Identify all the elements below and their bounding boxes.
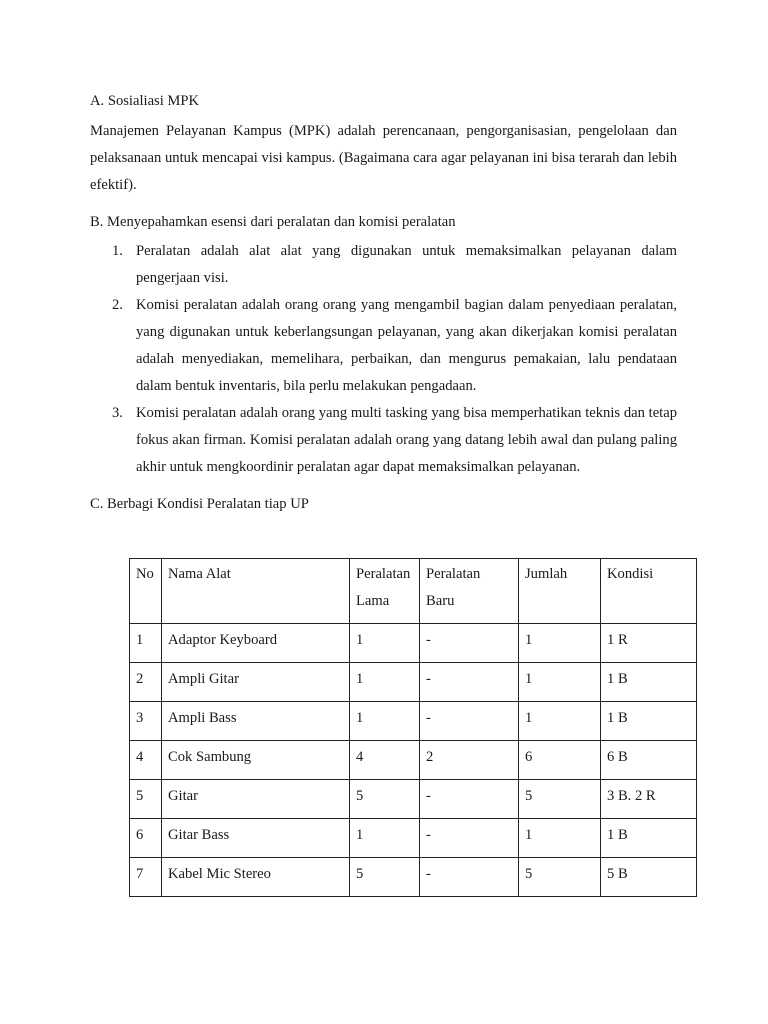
header-peralatan-lama: Peralatan Lama bbox=[350, 559, 420, 624]
header-jumlah: Jumlah bbox=[519, 559, 601, 624]
cell-peralatan-baru: - bbox=[420, 780, 519, 819]
cell-no: 1 bbox=[130, 624, 162, 663]
table-row bbox=[130, 741, 697, 780]
list-item-number: 2. bbox=[112, 297, 123, 313]
cell-peralatan-lama: 1 bbox=[350, 702, 420, 741]
list-item bbox=[90, 292, 677, 400]
cell-nama-alat: Cok Sambung bbox=[162, 741, 350, 780]
list-item bbox=[90, 238, 677, 292]
cell-kondisi: 5 B bbox=[601, 858, 697, 897]
list-item-text: Komisi peralatan adalah orang yang multi tasking yang bisa memperhatikan teknis dan tetap fokus akan firman. Komisi peralatan adalah orang yang datang lebih awal dan pulang paling akhir untuk mengkoordinir peralatan agar dapat memaksimalkan pelayanan. bbox=[136, 405, 677, 475]
cell-nama-alat: Ampli Bass bbox=[162, 702, 350, 741]
cell-kondisi: 3 B. 2 R bbox=[601, 780, 697, 819]
cell-nama-alat: Kabel Mic Stereo bbox=[162, 858, 350, 897]
table-body bbox=[130, 624, 697, 897]
header-peralatan-baru: Peralatan Baru bbox=[420, 559, 519, 624]
cell-peralatan-baru: - bbox=[420, 819, 519, 858]
document-body bbox=[90, 88, 677, 518]
cell-peralatan-lama: 1 bbox=[350, 624, 420, 663]
cell-kondisi: 1 B bbox=[601, 702, 697, 741]
cell-no: 5 bbox=[130, 780, 162, 819]
section-a-paragraph: Manajemen Pelayanan Kampus (MPK) adalah perencanaan, pengorganisasian, pengelolaan dan pelaksanaan untuk mencapai visi kampus. (Bagaimana cara agar pelayanan ini bisa terarah dan lebih efektif). bbox=[90, 123, 677, 193]
cell-nama-alat: Gitar Bass bbox=[162, 819, 350, 858]
cell-peralatan-baru: - bbox=[420, 624, 519, 663]
table-row bbox=[130, 858, 697, 897]
section-c-heading: C. Berbagi Kondisi Peralatan tiap UP bbox=[90, 496, 309, 512]
equipment-table bbox=[129, 558, 697, 897]
cell-nama-alat: Adaptor Keyboard bbox=[162, 624, 350, 663]
cell-kondisi: 1 B bbox=[601, 663, 697, 702]
cell-no: 6 bbox=[130, 819, 162, 858]
list-item-text: Komisi peralatan adalah orang orang yang mengambil bagian dalam penyediaan peralatan, yang digunakan untuk keberlangsungan pelayanan, yang akan dikerjakan komisi peralatan adalah menyediakan, memelihara, perbaikan, dan mengurus pemakaian, lalu pendataan dalam bentuk inventaris, bila perlu melakukan pengadaan. bbox=[136, 297, 677, 394]
cell-peralatan-baru: 2 bbox=[420, 741, 519, 780]
cell-no: 4 bbox=[130, 741, 162, 780]
cell-jumlah: 5 bbox=[519, 780, 601, 819]
section-b-heading: B. Menyepahamkan esensi dari peralatan dan komisi peralatan bbox=[90, 214, 456, 230]
cell-peralatan-lama: 1 bbox=[350, 819, 420, 858]
header-kondisi: Kondisi bbox=[601, 559, 697, 624]
cell-jumlah: 1 bbox=[519, 819, 601, 858]
list-item-number: 3. bbox=[112, 405, 123, 421]
table-row bbox=[130, 624, 697, 663]
cell-peralatan-baru: - bbox=[420, 702, 519, 741]
table-row bbox=[130, 663, 697, 702]
cell-no: 7 bbox=[130, 858, 162, 897]
cell-jumlah: 1 bbox=[519, 624, 601, 663]
cell-jumlah: 1 bbox=[519, 702, 601, 741]
cell-kondisi: 6 B bbox=[601, 741, 697, 780]
table-row bbox=[130, 780, 697, 819]
cell-peralatan-lama: 4 bbox=[350, 741, 420, 780]
cell-peralatan-baru: - bbox=[420, 858, 519, 897]
section-b-list bbox=[90, 238, 677, 481]
cell-jumlah: 1 bbox=[519, 663, 601, 702]
header-nama-alat: Nama Alat bbox=[162, 559, 350, 624]
cell-no: 2 bbox=[130, 663, 162, 702]
table-header-row bbox=[130, 559, 697, 624]
cell-kondisi: 1 R bbox=[601, 624, 697, 663]
cell-peralatan-lama: 1 bbox=[350, 663, 420, 702]
list-item-number: 1. bbox=[112, 243, 123, 259]
table-row bbox=[130, 702, 697, 741]
cell-jumlah: 5 bbox=[519, 858, 601, 897]
cell-peralatan-lama: 5 bbox=[350, 780, 420, 819]
cell-peralatan-lama: 5 bbox=[350, 858, 420, 897]
header-no: No bbox=[130, 559, 162, 624]
cell-peralatan-baru: - bbox=[420, 663, 519, 702]
cell-jumlah: 6 bbox=[519, 741, 601, 780]
list-item bbox=[90, 400, 677, 481]
section-a-heading: A. Sosialiasi MPK bbox=[90, 93, 200, 109]
cell-nama-alat: Gitar bbox=[162, 780, 350, 819]
list-item-text: Peralatan adalah alat alat yang digunakan untuk memaksimalkan pelayanan dalam pengerjaan visi. bbox=[136, 243, 677, 286]
cell-nama-alat: Ampli Gitar bbox=[162, 663, 350, 702]
table-row bbox=[130, 819, 697, 858]
cell-kondisi: 1 B bbox=[601, 819, 697, 858]
cell-no: 3 bbox=[130, 702, 162, 741]
